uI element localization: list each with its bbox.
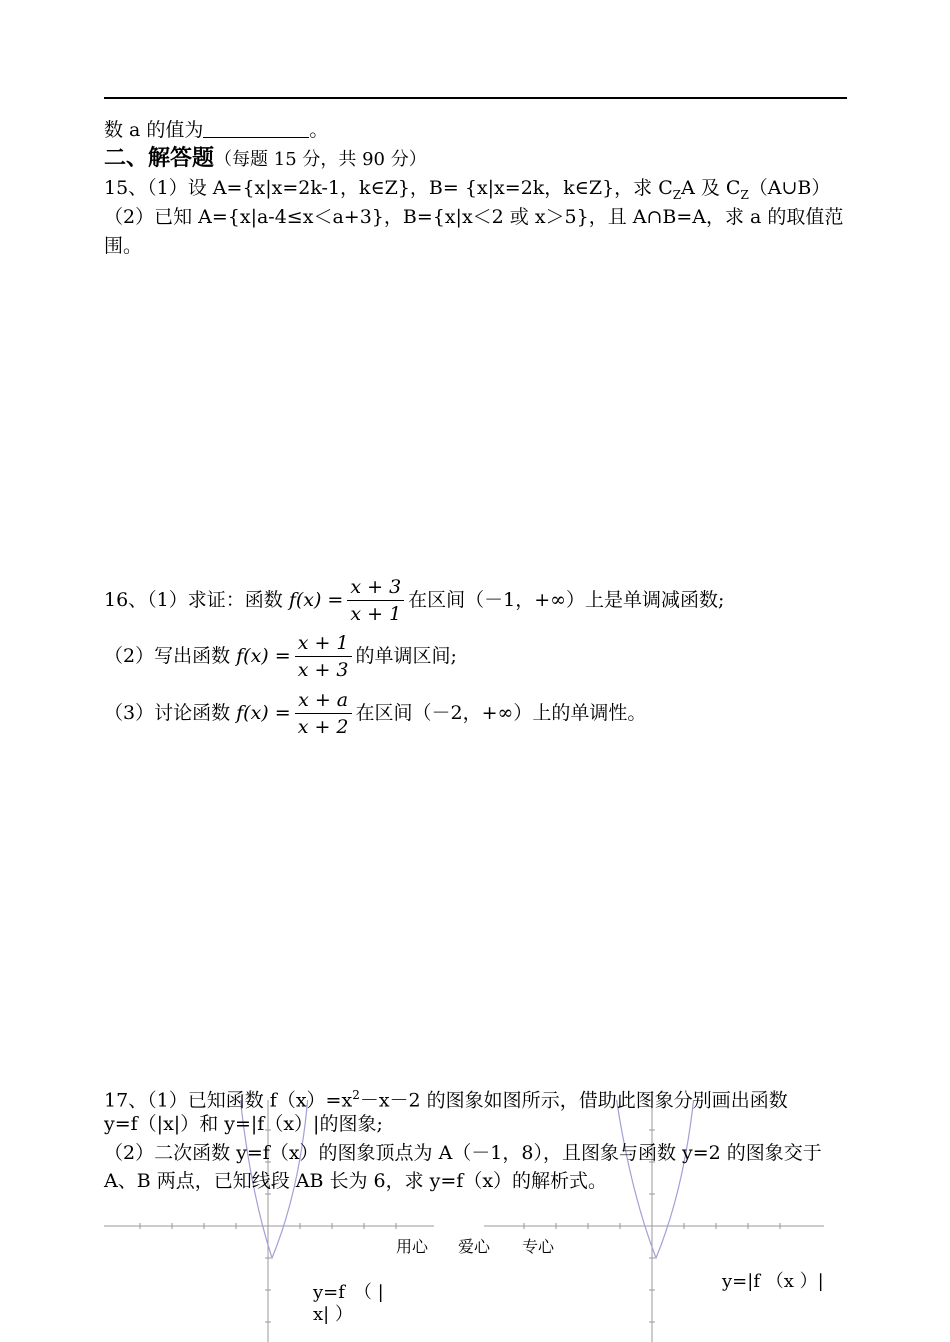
q16-l3-fx: f(x) = (236, 702, 291, 724)
section-heading (104, 145, 427, 174)
q16-part3 (104, 684, 646, 740)
q17-line3: （2）二次函数 y=f（x）的图象顶点为 A（－1，8），且图象与函数 y=2 的图象交于 (104, 1142, 822, 1164)
fraction-denominator: x + 2 (297, 715, 349, 738)
section-note: （每题 15 分，共 90 分） (214, 149, 427, 170)
q16-l3-pre: （3）讨论函数 (104, 702, 231, 724)
q15-sub-z1: Z (672, 187, 682, 202)
q16-l3-post: 在区间（－2，+∞）上的单调性。 (355, 702, 647, 724)
graph-right-curve (616, 1100, 694, 1258)
prev-question-text: 数 a 的值为 (104, 119, 204, 141)
fraction-denominator: x + 1 (350, 602, 402, 625)
fraction-numerator: x + 3 (347, 574, 404, 601)
graph-right (480, 1100, 830, 1342)
q15-p1-text-b: A 及 C (681, 177, 741, 199)
q17-line2: y=f（|x|）和 y=|f（x）|的图象; (104, 1113, 383, 1135)
fraction-numerator: x + 1 (295, 630, 352, 657)
q16-l2-fraction (295, 630, 352, 683)
graph-left-label-line2: x| ） (313, 1304, 353, 1325)
q15-sub-z2: Z (740, 187, 749, 202)
q16-part1 (104, 571, 724, 627)
footer-word-1: 用心 (396, 1237, 429, 1256)
section-title: 二、解答题 (104, 146, 215, 171)
q15-part2-line1: （2）已知 A={x|a-4≤x＜a+3}，B={x|x＜2 或 x＞5}，且 A∩B=A，求 a 的取值范 (104, 206, 844, 228)
q15-part2-line2: 围。 (104, 235, 143, 257)
q16-l2-post: 的单调区间; (355, 645, 457, 667)
graph-right-label: y=|f （x ）| (722, 1271, 824, 1292)
prev-question-end: 。 (309, 119, 329, 141)
footer-word-2: 爱心 (458, 1237, 491, 1256)
graph-left-label-line1: y=f （ | (313, 1282, 384, 1303)
answer-blank (203, 117, 309, 138)
q15-p1-text-a: 15、（1）设 A={x|x=2k-1，k∈Z}，B= {x|x=2k，k∈Z}，求 C (104, 177, 673, 199)
q16-l1-fraction (347, 574, 404, 627)
q17-l1-text-b: －x－2 的图象如图所示，借助此图象分别画出函数 (359, 1089, 788, 1112)
q17-l1-text-a: 17、（1）已知函数 f（x）=x (104, 1089, 353, 1112)
q16-l3-fraction (295, 687, 352, 740)
footer-word-3: 专心 (522, 1237, 555, 1256)
q16-l1-post: 在区间（－1，+∞）上是单调减函数; (408, 589, 725, 611)
header-rule (104, 97, 847, 99)
q17-superscript: 2 (352, 1088, 360, 1102)
q17-line4: A、B 两点，已知线段 AB 长为 6，求 y=f（x）的解析式。 (104, 1170, 608, 1192)
q16-l2-pre: （2）写出函数 (104, 645, 231, 667)
q15-p1-text-c: （A∪B） (748, 177, 831, 199)
q16-l2-fx: f(x) = (236, 645, 291, 667)
fraction-numerator: x + a (295, 687, 352, 714)
prev-question-tail (104, 116, 328, 144)
q16-l1-fx: f(x) = (288, 589, 344, 611)
fraction-denominator: x + 3 (297, 658, 349, 681)
q16-part2 (104, 627, 457, 683)
q16-l1-pre: 16、（1）求证：函数 (104, 589, 283, 611)
